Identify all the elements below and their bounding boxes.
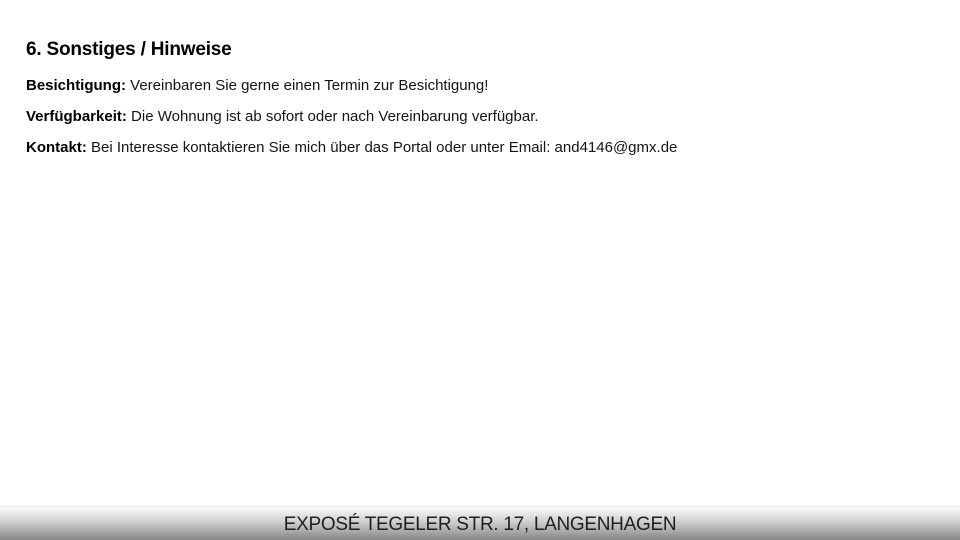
note-label: Besichtigung: (26, 77, 126, 94)
footer-bar (0, 506, 960, 540)
note-label: Kontakt: (26, 139, 87, 156)
note-line-kontakt (26, 138, 940, 157)
note-text: Vereinbaren Sie gerne einen Termin zur Besichtigung! (126, 77, 489, 94)
note-line-verfuegbarkeit (26, 107, 940, 126)
notes-section (26, 76, 940, 169)
note-text: Bei Interesse kontaktieren Sie mich über das Portal oder unter Email: and4146@gmx.de (86, 139, 678, 156)
footer-title: EXPOSÉ TEGELER STR. 17, LANGENHAGEN (283, 514, 677, 535)
note-label: Verfügbarkeit: (26, 108, 127, 125)
note-text: Die Wohnung ist ab sofort oder nach Vereinbarung verfügbar. (126, 108, 539, 125)
page-title: 6. Sonstiges / Hinweise (26, 38, 232, 60)
note-line-besichtigung (26, 76, 940, 95)
